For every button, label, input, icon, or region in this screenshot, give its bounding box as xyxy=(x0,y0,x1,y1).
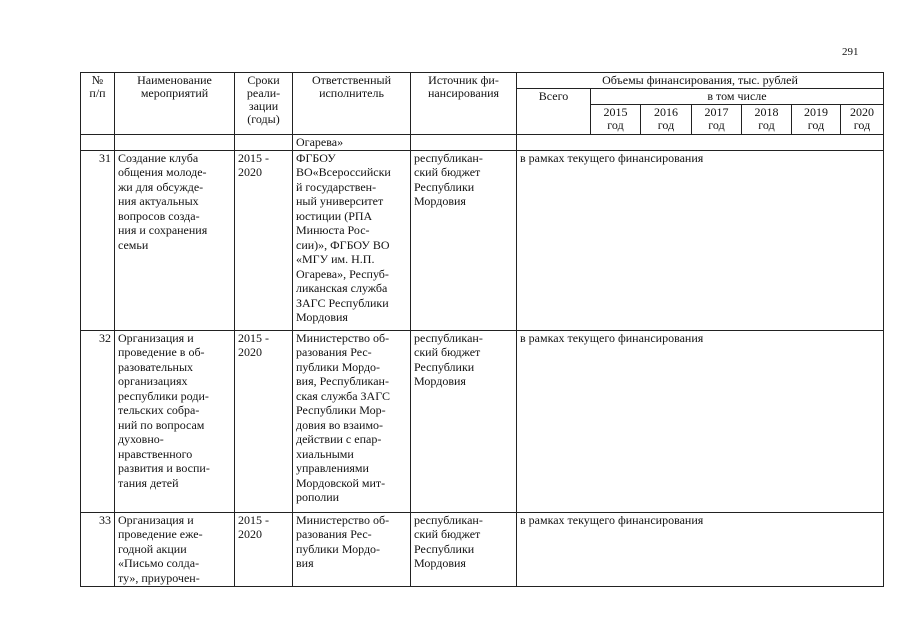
row-funding: в рамках текущего финансирования xyxy=(517,512,884,586)
header-terms: Сроки реали- зации (годы) xyxy=(235,73,293,135)
row-num: 33 xyxy=(81,512,115,586)
row-name: Организация и проведение еже- годной акции «Письмо солда- ту», приурочен- xyxy=(115,512,235,586)
row-executor: Министерство об- разования Рес- публики Мордо- вия, Республикан- ская служба ЗАГС Республики Мор- довия во взаимо- действии с епар- хиальными управлениями Мордовской мит- рополии xyxy=(293,330,411,512)
header-row-1 xyxy=(81,73,884,89)
header-executor: Ответственный исполнитель xyxy=(293,73,411,135)
header-name: Наименование мероприятий xyxy=(115,73,235,135)
table-row xyxy=(81,512,884,586)
row-executor: Министерство об- разования Рес- публики Мордо- вия xyxy=(293,512,411,586)
header-funding: Объемы финансирования, тыс. рублей xyxy=(517,73,884,89)
header-year-2020: 2020 год xyxy=(841,105,884,135)
row-source: республикан- ский бюджет Республики Мордовия xyxy=(411,150,517,330)
table-row xyxy=(81,150,884,330)
header-total: Всего xyxy=(517,89,591,135)
funding-table xyxy=(80,72,884,587)
header-year-2015: 2015 год xyxy=(591,105,641,135)
header-source: Источник фи- нансирования xyxy=(411,73,517,135)
page-number: 291 xyxy=(842,46,859,58)
carry-over-executor: Огарева» xyxy=(293,135,411,151)
row-funding: в рамках текущего финансирования xyxy=(517,330,884,512)
header-year-2017: 2017 год xyxy=(692,105,742,135)
row-terms: 2015 - 2020 xyxy=(235,150,293,330)
header-year-2018: 2018 год xyxy=(742,105,792,135)
row-executor: ФГБОУ ВО«Всероссийски й государствен- ный университет юстиции (РПА Минюста Рос- сии)», ФГБОУ ВО «МГУ им. Н.П. Огарева», Респуб- ликанская служба ЗАГС Республики Мордовия xyxy=(293,150,411,330)
row-name: Создание клуба общения молоде- жи для обсужде- ния актуальных вопросов созда- ния и сохранения семьи xyxy=(115,150,235,330)
table-row xyxy=(81,330,884,512)
header-num: № п/п xyxy=(81,73,115,135)
row-source: республикан- ский бюджет Республики Мордовия xyxy=(411,512,517,586)
row-terms: 2015 - 2020 xyxy=(235,512,293,586)
header-including: в том числе xyxy=(591,89,884,105)
header-year-2019: 2019 год xyxy=(792,105,841,135)
row-funding: в рамках текущего финансирования xyxy=(517,150,884,330)
row-num: 32 xyxy=(81,330,115,512)
carry-over-row xyxy=(81,135,884,151)
row-terms: 2015 - 2020 xyxy=(235,330,293,512)
row-name: Организация и проведение в об- разовательных организациях республики роди- тельских собра- ний по вопросам духовно- нравственного развития и воспи- тания детей xyxy=(115,330,235,512)
row-num: 31 xyxy=(81,150,115,330)
header-year-2016: 2016 год xyxy=(641,105,692,135)
row-source: республикан- ский бюджет Республики Мордовия xyxy=(411,330,517,512)
